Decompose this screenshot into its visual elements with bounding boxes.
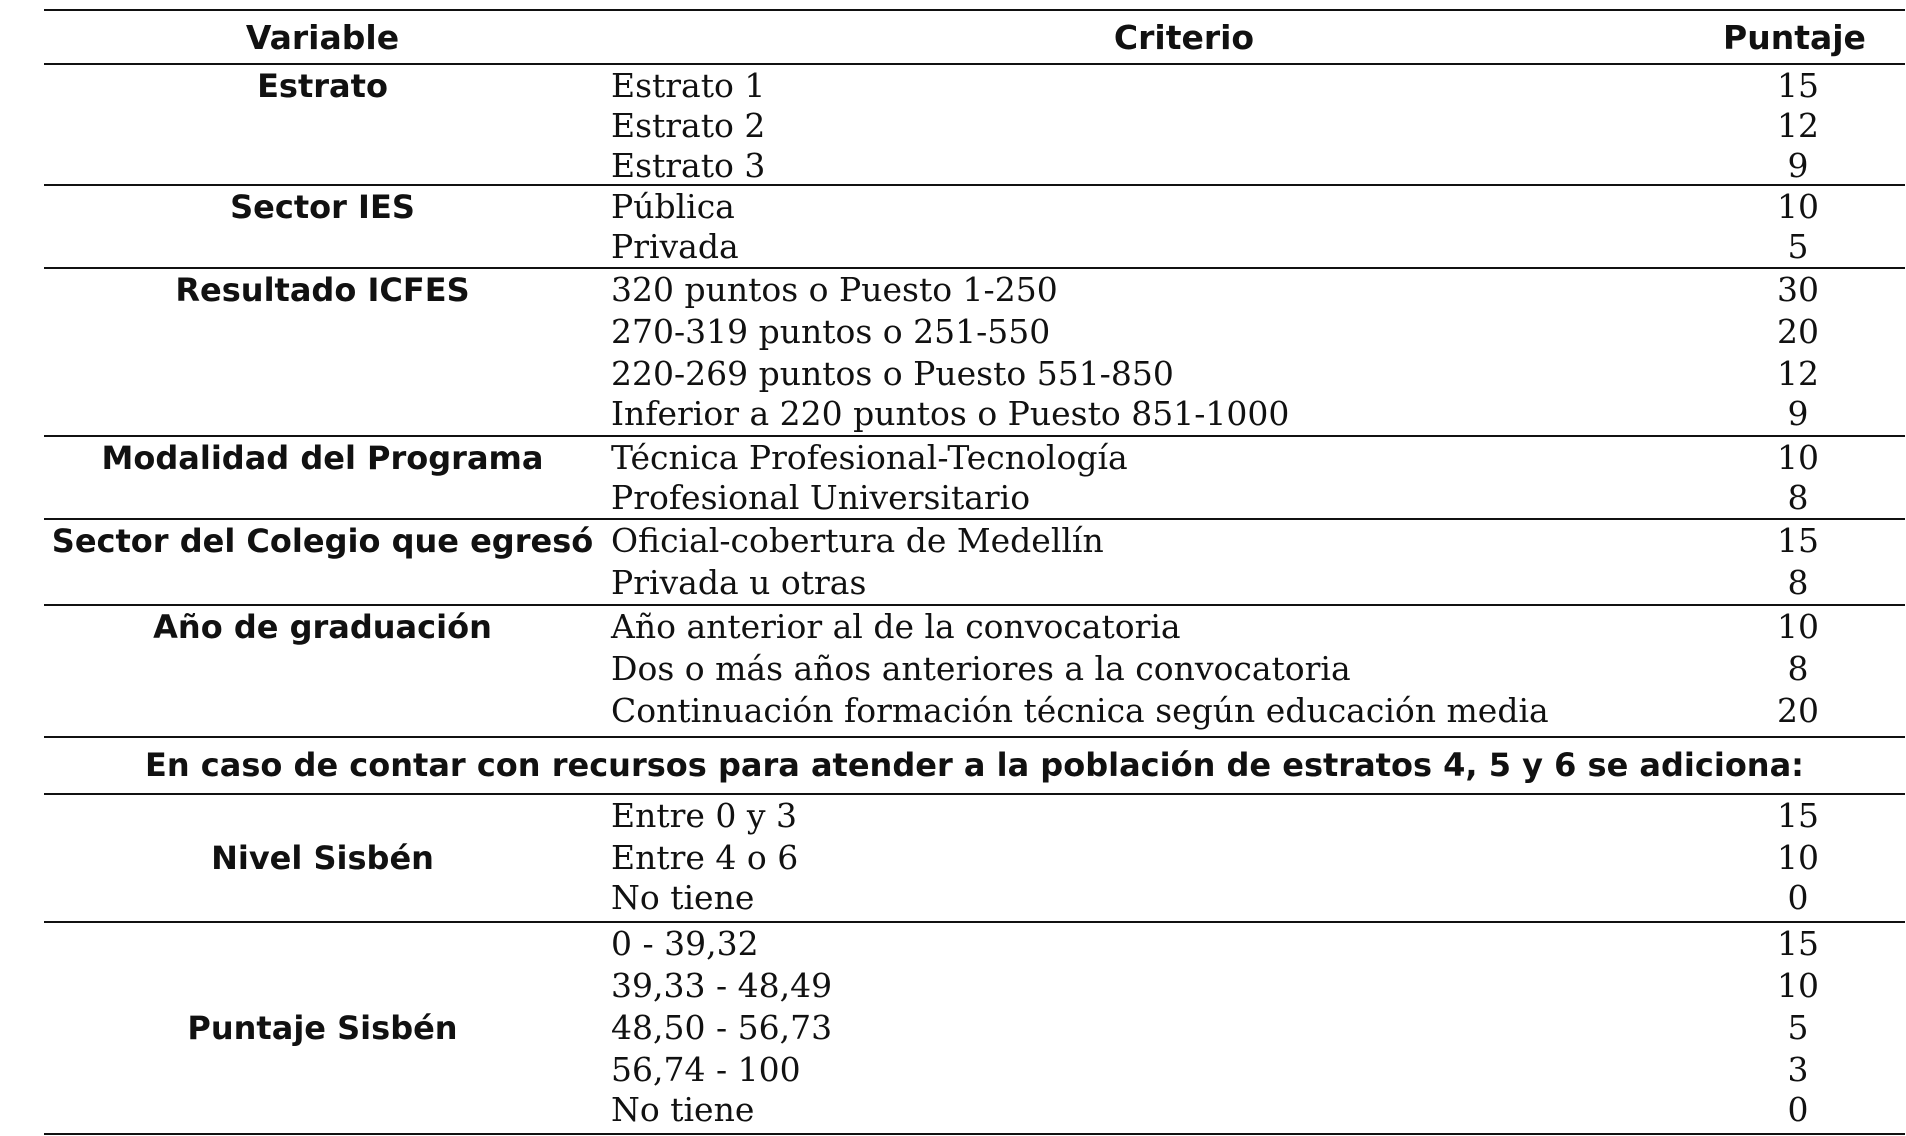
criterio-cell: Pública	[611, 187, 735, 226]
puntaje-cell: 15	[1777, 521, 1819, 560]
variable-label: Nivel Sisbén	[211, 839, 434, 877]
variable-label: Resultado ICFES	[175, 271, 470, 309]
table-row	[44, 520, 1905, 562]
table-row	[44, 965, 1905, 1007]
criterio-cell: Continuación formación técnica según educación media	[611, 691, 1549, 730]
puntaje-cell: 10	[1777, 838, 1819, 877]
table-row	[44, 877, 1905, 919]
table-row	[44, 65, 1905, 107]
criterio-cell: Técnica Profesional-Tecnología	[611, 438, 1128, 477]
puntaje-cell: 10	[1777, 438, 1819, 477]
criterio-cell: Entre 0 y 3	[611, 796, 798, 835]
table-row	[44, 795, 1905, 837]
table-row	[44, 269, 1905, 311]
puntaje-cell: 20	[1777, 691, 1819, 730]
criterio-cell: Año anterior al de la convocatoria	[611, 607, 1181, 646]
puntaje-cell: 12	[1777, 106, 1819, 145]
group-ano-graduacion	[44, 606, 1905, 738]
table-row	[44, 105, 1905, 147]
puntaje-cell: 15	[1777, 796, 1819, 835]
criterio-cell: Estrato 1	[611, 66, 766, 105]
variable-label: Estrato	[257, 67, 388, 105]
puntaje-cell: 15	[1777, 66, 1819, 105]
puntaje-cell: 20	[1777, 312, 1819, 351]
table-row	[44, 477, 1905, 519]
header-puntaje: Puntaje	[1723, 18, 1866, 57]
puntaje-cell: 15	[1777, 924, 1819, 963]
criterio-cell: Entre 4 o 6	[611, 838, 799, 877]
table-row	[44, 393, 1905, 435]
puntaje-cell: 5	[1787, 227, 1809, 266]
group-sector-ies	[44, 186, 1905, 269]
variable-label: Sector IES	[230, 188, 415, 226]
top-rule	[44, 9, 1905, 11]
criterio-cell: 0 - 39,32	[611, 924, 759, 963]
criterio-cell: Privada	[611, 227, 739, 266]
table-row	[44, 606, 1905, 648]
table-row	[44, 923, 1905, 965]
criterio-cell: Oficial-cobertura de Medellín	[611, 521, 1104, 560]
puntaje-cell: 8	[1787, 478, 1809, 517]
table-header	[44, 16, 1905, 65]
criterio-cell: 48,50 - 56,73	[611, 1008, 833, 1047]
table-row	[44, 311, 1905, 353]
table-row	[44, 1007, 1905, 1049]
criterio-cell: 270-319 puntos o 251-550	[611, 312, 1051, 351]
table-row	[44, 1089, 1905, 1131]
criterio-cell: Estrato 3	[611, 146, 766, 185]
table-row	[44, 648, 1905, 690]
variable-label: Sector del Colegio que egresó	[51, 522, 594, 560]
puntaje-cell: 12	[1777, 354, 1819, 393]
group-modalidad-programa	[44, 437, 1905, 520]
criterio-cell: Dos o más años anteriores a la convocatoria	[611, 649, 1351, 688]
criterio-cell: 220-269 puntos o Puesto 551-850	[611, 354, 1174, 393]
table-row	[44, 562, 1905, 604]
criterio-cell: Inferior a 220 puntos o Puesto 851-1000	[611, 394, 1290, 433]
group-puntaje-sisben	[44, 923, 1905, 1135]
additional-note: En caso de contar con recursos para atender a la población de estratos 4, 5 y 6 se adiciona:	[44, 738, 1905, 795]
criterio-cell: Privada u otras	[611, 563, 867, 602]
table-row	[44, 690, 1905, 732]
puntaje-cell: 3	[1787, 1050, 1809, 1089]
puntaje-cell: 8	[1787, 649, 1809, 688]
variable-label: Puntaje Sisbén	[187, 1009, 458, 1047]
header-criterio: Criterio	[1113, 18, 1255, 57]
table-row	[44, 1049, 1905, 1091]
criterio-cell: Profesional Universitario	[611, 478, 1031, 517]
puntaje-cell: 10	[1777, 187, 1819, 226]
criterio-cell: 56,74 - 100	[611, 1050, 801, 1089]
criterio-cell: 39,33 - 48,49	[611, 966, 833, 1005]
table-row	[44, 145, 1905, 187]
group-sector-colegio	[44, 520, 1905, 606]
variable-label: Modalidad del Programa	[101, 439, 544, 477]
table-row	[44, 437, 1905, 479]
table-row	[44, 353, 1905, 395]
group-nivel-sisben	[44, 795, 1905, 923]
variable-label: Año de graduación	[153, 608, 492, 646]
criterio-cell: No tiene	[611, 1090, 755, 1129]
criterio-cell: Estrato 2	[611, 106, 766, 145]
criterio-cell: 320 puntos o Puesto 1-250	[611, 270, 1058, 309]
puntaje-cell: 10	[1777, 966, 1819, 1005]
group-resultado-icfes	[44, 269, 1905, 437]
puntaje-cell: 5	[1787, 1008, 1809, 1047]
table-row	[44, 226, 1905, 268]
criterio-cell: No tiene	[611, 878, 755, 917]
table-row	[44, 186, 1905, 228]
puntaje-cell: 10	[1777, 607, 1819, 646]
puntaje-cell: 30	[1777, 270, 1819, 309]
table-row	[44, 837, 1905, 879]
puntaje-cell: 9	[1787, 394, 1809, 433]
puntaje-cell: 9	[1787, 146, 1809, 185]
puntaje-cell: 8	[1787, 563, 1809, 602]
puntaje-cell: 0	[1787, 1090, 1809, 1129]
puntaje-cell: 0	[1787, 878, 1809, 917]
group-estrato	[44, 65, 1905, 186]
header-variable: Variable	[245, 18, 400, 57]
